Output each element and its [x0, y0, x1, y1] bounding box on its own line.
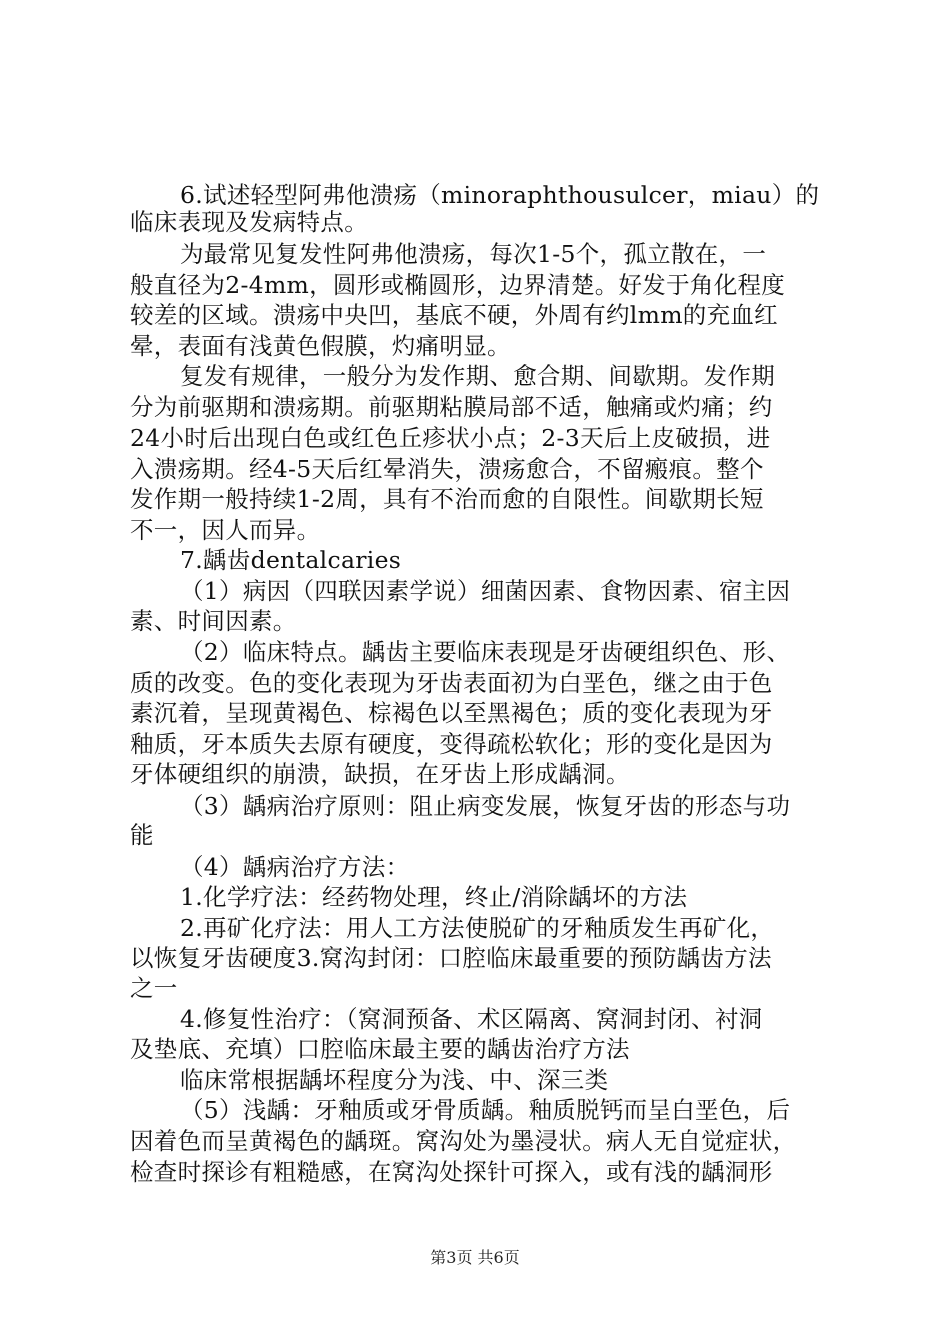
text-line: 复发有规律，一般分为发作期、愈合期、间歇期。发作期	[180, 362, 775, 390]
text-line: 临床表现及发病特点。	[130, 208, 368, 236]
text-line: 质的改变。色的变化表现为牙齿表面初为白垩色，继之由于色	[130, 669, 773, 697]
text-line: 因着色而呈黄褐色的龋斑。窝沟处为墨浸状。病人无自觉症状，	[130, 1127, 797, 1155]
text-line: 能	[130, 821, 154, 849]
text-line: （1）病因（四联因素学说）细菌因素、食物因素、宿主因	[180, 577, 791, 605]
text-line: 以恢复牙齿硬度3.窝沟封闭：口腔临床最重要的预防龋齿方法	[130, 944, 772, 972]
text-line: 之一	[130, 974, 178, 1002]
text-line: （5）浅龋：牙釉质或牙骨质龋。釉质脱钙而呈白垩色，后	[180, 1096, 791, 1124]
text-line: 1.化学疗法：经药物处理，终止/消除龋坏的方法	[180, 883, 688, 911]
text-line: 较差的区域。溃疡中央凹，基底不硬，外周有约lmm的充血红	[130, 301, 778, 329]
text-line: （4）龋病治疗方法：	[180, 853, 410, 881]
text-line: 4.修复性治疗：（窝洞预备、术区隔离、窝洞封闭、衬洞	[180, 1005, 763, 1033]
section-heading: 7.龋齿dentalcaries	[180, 546, 402, 574]
text-line: 釉质，牙本质失去原有硬度，变得疏松软化；形的变化是因为	[130, 730, 773, 758]
text-line: 分为前驱期和溃疡期。前驱期粘膜局部不适，触痛或灼痛；约	[130, 393, 773, 421]
text-line: 6.试述轻型阿弗他溃疡（minoraphthousulcer，miau）的	[180, 181, 820, 209]
text-line: 素沉着，呈现黄褐色、棕褐色以至黑褐色；质的变化表现为牙	[130, 699, 773, 727]
text-line: 临床常根据龋坏程度分为浅、中、深三类	[180, 1066, 609, 1094]
text-line: （3）龋病治疗原则：阻止病变发展，恢复牙齿的形态与功	[180, 792, 791, 820]
text-line: 般直径为2-4mm，圆形或椭圆形，边界清楚。好发于角化程度	[130, 271, 786, 299]
text-line: 素、时间因素。	[130, 607, 297, 635]
page-number: 第3页 共6页	[430, 1248, 520, 1267]
text-line: 及垫底、充填）口腔临床最主要的龋齿治疗方法	[130, 1035, 630, 1063]
text-line: 检查时探诊有粗糙感，在窝沟处探针可探入，或有浅的龋洞形	[130, 1158, 773, 1186]
text-line: 为最常见复发性阿弗他溃疡，每次1-5个，孤立散在，一	[180, 240, 767, 268]
text-line: 不一，因人而异。	[130, 516, 321, 544]
text-line: 2.再矿化疗法：用人工方法使脱矿的牙釉质发生再矿化，	[180, 914, 775, 942]
text-line: 晕，表面有浅黄色假膜，灼痛明显。	[130, 332, 511, 360]
text-line: （2）临床特点。龋齿主要临床表现是牙齿硬组织色、形、	[180, 638, 791, 666]
text-line: 牙体硬组织的崩溃，缺损，在牙齿上形成龋洞。	[130, 760, 630, 788]
text-line: 入溃疡期。经4-5天后红晕消失，溃疡愈合，不留瘢痕。整个	[130, 455, 764, 483]
text-line: 24小时后出现白色或红色丘疹状小点；2-3天后上皮破损，进	[130, 424, 771, 452]
text-line: 发作期一般持续1-2周，具有不治而愈的自限性。间歇期长短	[130, 485, 764, 513]
